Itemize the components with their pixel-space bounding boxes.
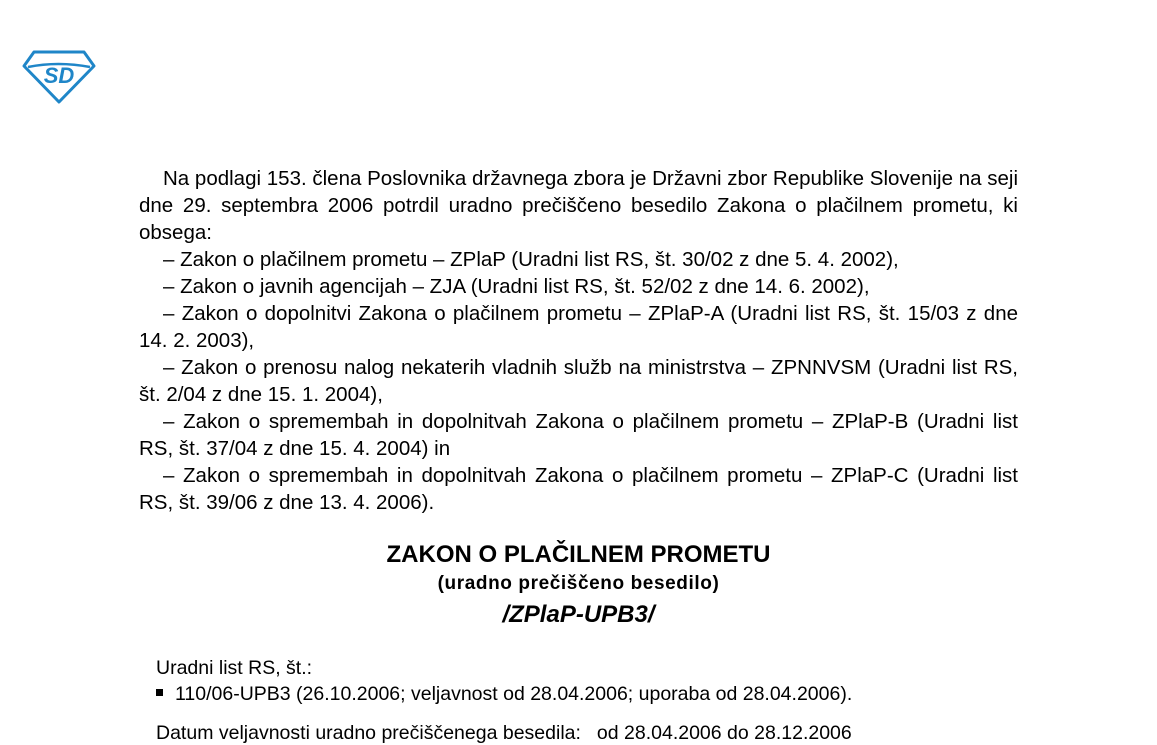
law-list-item: – Zakon o prenosu nalog nekaterih vladnih služb na ministrstva – ZPNNVSM (Uradni list RS, št. 2/04 z dne 15. 1. 2004), (139, 356, 1018, 406)
gazette-source-text: 110/06-UPB3 (26.10.2006; veljavnost od 28.04.2006; uporaba od 28.04.2006). (175, 683, 853, 705)
validity-label: Datum veljavnosti uradno prečiščenega besedila: (156, 722, 581, 744)
bullet-icon (156, 689, 163, 696)
gazette-source-label: Uradni list RS, št.: (156, 657, 313, 679)
law-list-item: – Zakon o dopolnitvi Zakona o plačilnem prometu – ZPlaP-A (Uradni list RS, št. 15/03 z dne 14. 2. 2003), (139, 302, 1018, 352)
gazette-source-item (156, 683, 852, 706)
intro-lead: Na podlagi 153. člena Poslovnika državnega zbora je Državni zbor Republike Slovenije na seji dne 29. septembra 2006 potrdil uradno prečiščeno besedilo Zakona o plačilnem prometu, ki obsega: (139, 167, 1018, 244)
intro-section (139, 165, 1018, 516)
law-list-item: – Zakon o javnih agencijah – ZJA (Uradni list RS, št. 52/02 z dne 14. 6. 2002), (163, 275, 870, 298)
law-list-item: – Zakon o plačilnem prometu – ZPlaP (Uradni list RS, št. 30/02 z dne 5. 4. 2002), (163, 248, 899, 271)
validity-line (156, 722, 852, 745)
validity-value: od 28.04.2006 do 28.12.2006 (596, 722, 852, 744)
logo (22, 50, 96, 104)
law-abbreviation: /ZPlaP-UPB3/ (502, 601, 655, 628)
law-subtitle: (uradno prečiščeno besedilo) (437, 573, 720, 594)
logo-letters: SD (43, 63, 75, 88)
law-list-item: – Zakon o spremembah in dopolnitvah Zakona o plačilnem prometu – ZPlaP-C (Uradni list RS, št. 39/06 z dne 13. 4. 2006). (139, 464, 1018, 514)
law-list-item: – Zakon o spremembah in dopolnitvah Zakona o plačilnem prometu – ZPlaP-B (Uradni list RS, št. 37/04 z dne 15. 4. 2004) in (139, 410, 1018, 460)
law-title: ZAKON O PLAČILNEM PROMETU (386, 541, 771, 568)
